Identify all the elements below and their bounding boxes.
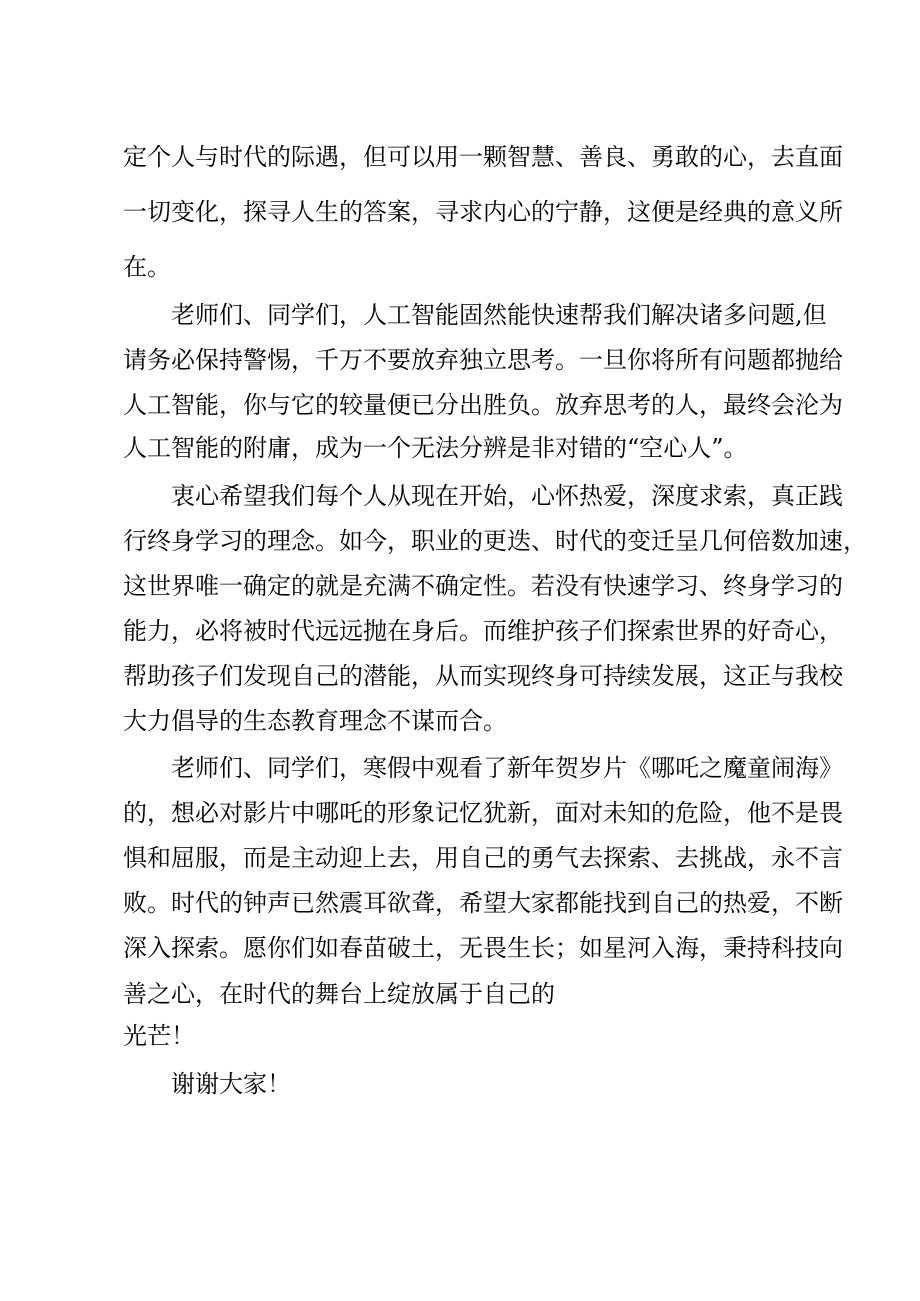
text-line: 请务必保持警惕，千万不要放弃独立思考。一旦你将所有问题都抛给 — [123, 346, 843, 374]
paragraph-first-line: 衷心希望我们每个人从现在开始，心怀热爱，深度求索，真正践 — [171, 482, 843, 510]
text-line: 一切变化，探寻人生的答案，寻求内心的宁静，这便是经典的意义所 — [123, 198, 843, 226]
text-line: 人工智能，你与它的较量便已分出胜负。放弃思考的人，最终会沦为 — [123, 391, 843, 419]
paragraph-first-line: 老师们、同学们，人工智能固然能快速帮我们解决诸多问题,但 — [171, 301, 827, 329]
text-line: 人工智能的附庸，成为一个无法分辨是非对错的“空心人”。 — [123, 434, 748, 462]
text-line: 善之心，在时代的舞台上绽放属于自己的 — [123, 980, 555, 1008]
text-line: 行终身学习的理念。如今，职业的更迭、时代的变迁呈几何倍数加速， — [123, 527, 867, 555]
text-line: 深入探索。愿你们如春苗破土，无畏生长；如星河入海，秉持科技向 — [123, 934, 843, 962]
text-line: 在。 — [123, 253, 171, 281]
text-line: 的，想必对影片中哪吒的形象记忆犹新，面对未知的危险，他不是畏 — [123, 799, 843, 827]
text-line: 这世界唯一确定的就是充满不确定性。若没有快速学习、终身学习的 — [123, 572, 843, 600]
paragraph-first-line: 老师们、同学们，寒假中观看了新年贺岁片《哪吒之魔童闹海》 — [171, 754, 843, 782]
text-line: 帮助孩子们发现自己的潜能，从而实现终身可持续发展，这正与我校 — [123, 662, 843, 690]
text-line: 能力，必将被时代远远抛在身后。而维护孩子们探索世界的好奇心， — [123, 617, 843, 645]
text-line: 惧和屈服，而是主动迎上去，用自己的勇气去探索、去挑战，永不言 — [123, 844, 843, 872]
text-line: 光芒！ — [123, 1022, 195, 1050]
closing-line: 谢谢大家！ — [171, 1070, 291, 1098]
text-line: 大力倡导的生态教育理念不谋而合。 — [123, 707, 507, 735]
text-line: 定个人与时代的际遇，但可以用一颗智慧、善良、勇敢的心，去直面 — [123, 143, 843, 171]
text-line: 败。时代的钟声已然震耳欲聋，希望大家都能找到自己的热爱，不断 — [123, 889, 843, 917]
